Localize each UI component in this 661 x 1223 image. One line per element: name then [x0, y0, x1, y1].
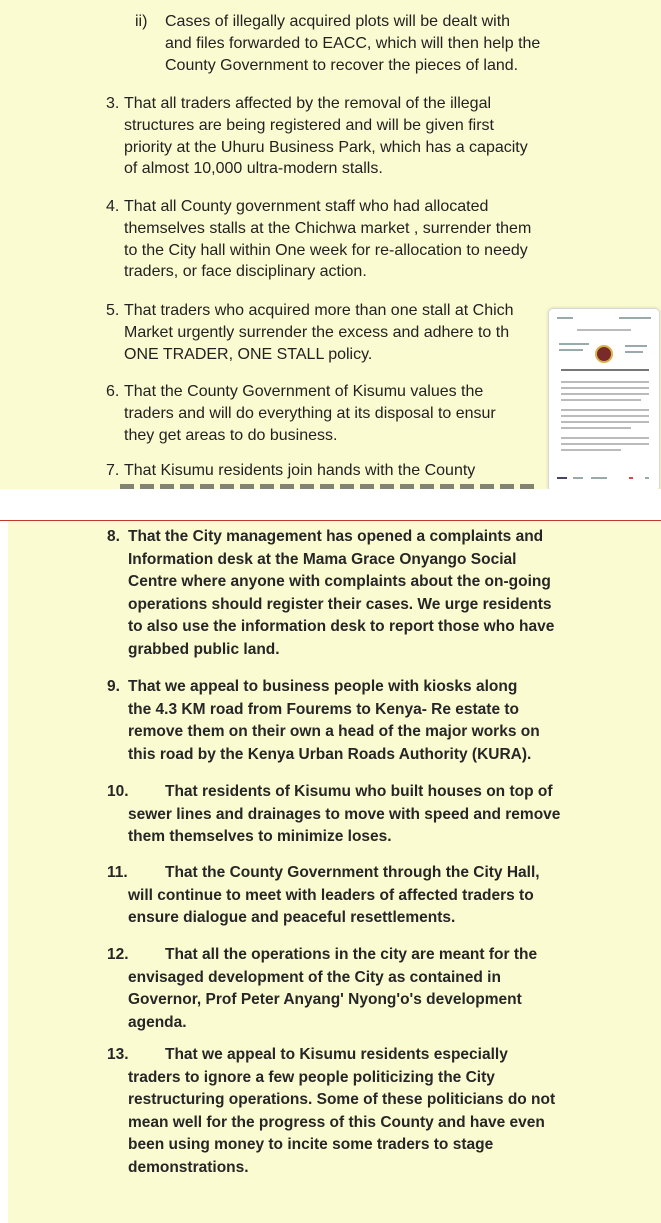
item-text-line: grabbed public land. [128, 640, 280, 658]
item-number: 8. [107, 528, 120, 545]
item-text-line: remove them on their own a head of the major works on [128, 723, 540, 741]
item-text-line: That traders who acquired more than one stall at Chich [124, 302, 514, 319]
list-item-13 [107, 1044, 627, 1180]
item-text-line: and files forwarded to EACC, which will then help the [165, 34, 541, 52]
item-text-line: been using money to incite some traders to stage [128, 1136, 494, 1154]
item-text-line: restructuring operations. Some of these politicians do not [128, 1091, 556, 1109]
item-text-line: of almost 10,000 ultra-modern stalls. [124, 160, 383, 178]
item-text-line: will continue to meet with leaders of affected traders to [128, 886, 534, 904]
list-item-9 [107, 676, 627, 766]
item-text-line: demonstrations. [128, 1158, 249, 1176]
item-text-line: operations should register their cases. We urge residents [128, 595, 552, 613]
item-text-line: That we appeal to business people with kiosks along [128, 678, 518, 695]
document-thumbnail-preview[interactable] [548, 308, 660, 489]
item-text-line: Centre where anyone with complaints about the on-going [128, 573, 551, 591]
item-text-line: themselves stalls at the Chichwa market , surrender them [124, 219, 532, 237]
item-text-line: they get areas to do business. [124, 426, 338, 444]
item-text-line: That the City management has opened a complaints and [128, 528, 544, 545]
item-text-line: sewer lines and drainages to move with speed and remove [128, 805, 561, 823]
list-item-3 [106, 93, 596, 180]
list-item-11 [107, 862, 627, 930]
item-number: 5. [106, 302, 120, 319]
item-text-line: agenda. [128, 1013, 187, 1031]
item-number: 7. [106, 462, 120, 479]
item-text-line: the 4.3 KM road from Fourems to Kenya- Re estate to [128, 700, 520, 718]
item-text-line: priority at the Uhuru Business Park, which has a capacity [124, 138, 528, 156]
item-text-line: That all traders affected by the removal of the illegal [124, 95, 492, 112]
item-text-line: Governor, Prof Peter Anyang' Nyong'o's development [128, 991, 522, 1009]
item-text-line: traders, or face disciplinary action. [124, 263, 367, 281]
item-number: 10. [107, 783, 129, 800]
item-text-line: That all County government staff who had allocated [124, 198, 489, 215]
list-item-6 [106, 381, 586, 446]
item-number: 11. [107, 864, 128, 881]
cut-off-text-line [120, 484, 540, 489]
county-seal-icon [595, 345, 613, 363]
list-item-5 [106, 300, 586, 365]
item-text-line: Market urgently surrender the excess and adhere to th [124, 323, 510, 341]
item-text-line: That Kisumu residents join hands with the County [124, 462, 476, 479]
item-number: 3. [106, 95, 120, 112]
item-text-line: structures are being registered and will be given first [124, 116, 494, 134]
item-text-line: to the City hall within One week for re-allocation to needy [124, 241, 528, 259]
list-item-10 [107, 781, 627, 849]
document-page-top [0, 0, 661, 489]
item-text-line: traders and will do everything at its disposal to ensur [124, 404, 496, 422]
item-text-line: this road by the Kenya Urban Roads Authority (KURA). [128, 745, 532, 763]
item-text-line: That all the operations in the city are meant for the [165, 946, 538, 963]
item-text-line: That residents of Kisumu who built houses on top of [165, 783, 553, 800]
document-page-bottom [8, 521, 661, 1223]
item-text-line: That the County Government of Kisumu values the [124, 383, 484, 400]
item-text-line: to also use the information desk to report those who have [128, 618, 555, 636]
item-text-line: mean well for the progress of this County and have even [128, 1113, 545, 1131]
item-number: 13. [107, 1046, 129, 1063]
item-text-line: them themselves to minimize loses. [128, 828, 392, 846]
list-item-7 [106, 460, 586, 482]
list-item-8 [107, 526, 627, 662]
item-text-line: envisaged development of the City as contained in [128, 968, 501, 986]
item-text-line: County Government to recover the pieces of land. [165, 56, 519, 74]
list-item-4 [106, 196, 606, 283]
item-number: 6. [106, 383, 120, 400]
item-text-line: ensure dialogue and peaceful resettlements. [128, 909, 456, 927]
item-number: ii) [135, 13, 148, 30]
item-text-line: That we appeal to Kisumu residents especially [165, 1046, 508, 1063]
item-number: 9. [107, 678, 120, 695]
list-item-12 [107, 944, 627, 1034]
item-number: 12. [107, 946, 129, 963]
item-text-line: Cases of illegally acquired plots will be dealt with [165, 13, 511, 30]
item-text-line: traders to ignore a few people politicizing the City [128, 1068, 495, 1086]
item-text-line: Information desk at the Mama Grace Onyango Social [128, 550, 517, 568]
item-number: 4. [106, 198, 120, 215]
list-item-ii [135, 11, 575, 76]
item-text-line: That the County Government through the City Hall, [165, 864, 540, 881]
item-text-line: ONE TRADER, ONE STALL policy. [124, 345, 373, 363]
